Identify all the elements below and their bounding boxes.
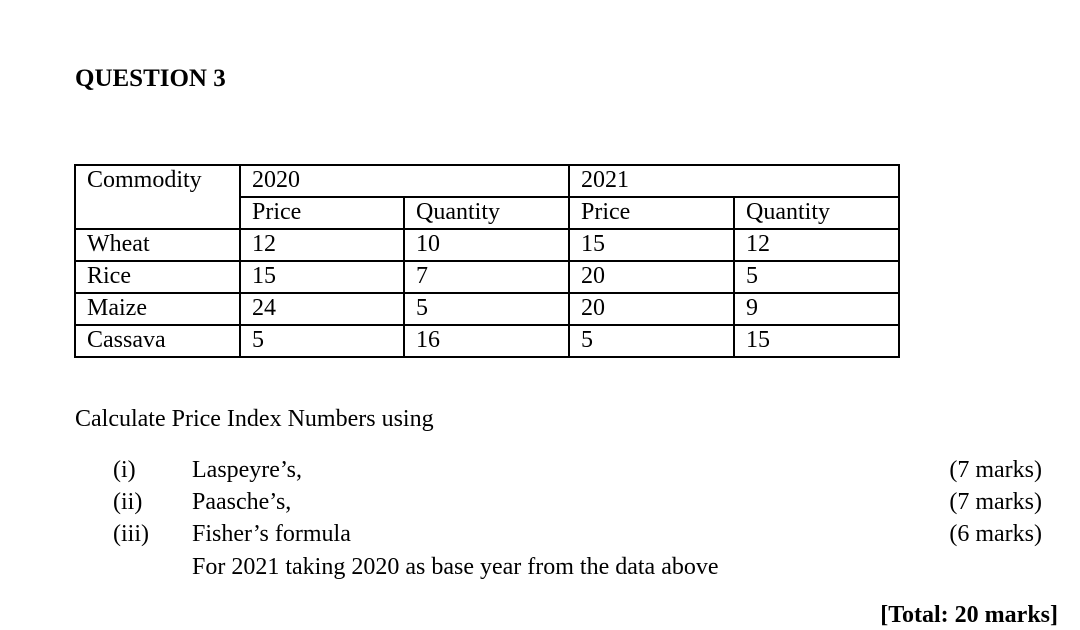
table-header-row-years xyxy=(75,165,899,197)
price-2020-cell: 24 xyxy=(240,293,404,325)
year-2020-header: 2020 xyxy=(240,165,569,197)
total-marks: [Total: 20 marks] xyxy=(880,602,1058,628)
commodity-name: Maize xyxy=(75,293,240,325)
commodity-name: Cassava xyxy=(75,325,240,357)
table-row xyxy=(75,325,899,357)
table-row xyxy=(75,229,899,261)
quantity-2021-cell: 5 xyxy=(734,261,899,293)
list-item-fisher xyxy=(0,519,1080,549)
item-text: Paasche’s, xyxy=(192,489,292,515)
quantity-2020-cell: 16 xyxy=(404,325,569,357)
list-item-laspeyres xyxy=(0,455,1080,485)
table-row xyxy=(75,261,899,293)
commodity-name: Wheat xyxy=(75,229,240,261)
year-2021-header: 2021 xyxy=(569,165,899,197)
item-number: (ii) xyxy=(113,489,143,515)
price-2020-cell: 15 xyxy=(240,261,404,293)
price-2020-cell: 5 xyxy=(240,325,404,357)
price-2021-cell: 5 xyxy=(569,325,734,357)
price-2021-cell: 20 xyxy=(569,293,734,325)
question-heading: QUESTION 3 xyxy=(75,65,226,92)
price-2020-header: Price xyxy=(240,197,404,229)
quantity-2020-cell: 5 xyxy=(404,293,569,325)
quantity-2021-header: Quantity xyxy=(734,197,899,229)
item-text: Laspeyre’s, xyxy=(192,457,302,483)
price-2021-header: Price xyxy=(569,197,734,229)
base-year-note: For 2021 taking 2020 as base year from the data above xyxy=(192,554,719,580)
item-number: (iii) xyxy=(113,521,149,547)
commodity-header-cell: Commodity xyxy=(75,165,240,229)
commodity-table xyxy=(74,164,900,358)
quantity-2021-cell: 9 xyxy=(734,293,899,325)
item-marks: (7 marks) xyxy=(949,457,1042,483)
instruction-text: Calculate Price Index Numbers using xyxy=(75,406,434,432)
quantity-2020-header: Quantity xyxy=(404,197,569,229)
price-2021-cell: 20 xyxy=(569,261,734,293)
price-2020-cell: 12 xyxy=(240,229,404,261)
commodity-name: Rice xyxy=(75,261,240,293)
quantity-2020-cell: 10 xyxy=(404,229,569,261)
quantity-2021-cell: 15 xyxy=(734,325,899,357)
list-item-paasche xyxy=(0,487,1080,517)
item-number: (i) xyxy=(113,457,136,483)
item-marks: (6 marks) xyxy=(949,521,1042,547)
price-2021-cell: 15 xyxy=(569,229,734,261)
quantity-2020-cell: 7 xyxy=(404,261,569,293)
item-marks: (7 marks) xyxy=(949,489,1042,515)
item-text: Fisher’s formula xyxy=(192,521,351,547)
table-row xyxy=(75,293,899,325)
quantity-2021-cell: 12 xyxy=(734,229,899,261)
